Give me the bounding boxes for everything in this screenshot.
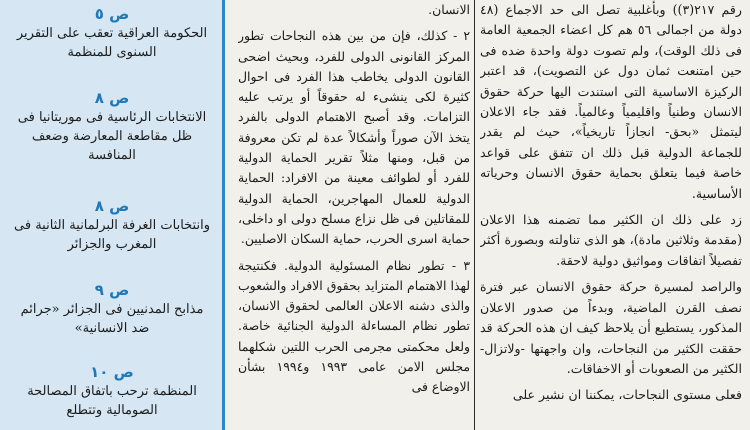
article-column-middle <box>238 0 470 430</box>
contents-sidebar <box>0 0 222 430</box>
toc-page-number: ص ٥ <box>94 5 130 23</box>
toc-page-number: ص ٨ <box>94 197 130 215</box>
toc-title: المنظمة ترحب باتفاق المصالحة الصومالية وتتطلع <box>27 384 197 418</box>
toc-title: الانتخابات الرئاسية فى موريتانيا فى ظل مقاطعة المعارضة وضعف المنافسة <box>17 110 207 163</box>
column-divider <box>474 0 475 430</box>
toc-item <box>12 196 212 254</box>
toc-page-number: ص ٩ <box>94 281 130 299</box>
paragraph: ٣ - تطور نظام المسئولية الدولية. فكنتيجة لهذا الاهتمام المتزايد بحقوق الافراد والشعوب والذى دشنه الاعلان العالمى لحقوق الانسان، تطور نظام المساءلة الدولية الجنائية خاصة. ولعل محكمتى مجرمى الحرب اللتين شكلهما مجلس الامن عامى ١٩٩٣ و١٩٩٤ بشأن الاوضاع فى <box>238 257 470 395</box>
paragraph: الانسان. <box>428 2 470 17</box>
toc-page-number: ص ٨ <box>94 89 130 107</box>
toc-item <box>12 280 212 338</box>
toc-item <box>12 362 212 420</box>
toc-title: الحكومة العراقية تعقب على التقرير السنوى للمنظمة <box>16 26 208 60</box>
toc-title: مذابح المدنيين فى الجزائر «جرائم ضد الانسانية» <box>20 302 204 336</box>
paragraph: فعلى مستوى النجاحات، يمكننا ان نشير على <box>512 387 742 403</box>
toc-item <box>12 4 212 62</box>
article-column-right <box>480 0 742 430</box>
toc-item <box>12 88 212 165</box>
paragraph: رقم ٢١٧(٣)) وبأغلبية تصل الى حد الاجماع (٤٨ دولة من اجمالى ٥٦ هم كل اعضاء الجمعية العامة فى ذلك الوقت)، ولم تصوت دولة واحدة ضده فى حين امتنعت ثمان دول عن التصويت)، قد اعتبر الركيزة الاساسية التى استندت اليها حركة حقوق الانسان وطنياً واقليمياً وعالمياً. فقد جاء الاعلان ليتمثل «بحق- انجازاً تاريخياً»، حيث لم يقدر للجماعة الدولية قبل ذلك ان تتفق على قواعد خاصة فيما يتعلق بحماية حقوق الانسان وحرياته الأساسية. <box>480 2 742 201</box>
sidebar-border <box>222 0 225 430</box>
paragraph: والراصد لمسيرة حركة حقوق الانسان عبر فترة نصف القرن الماضية، وبدءاً من صدور الاعلان المذكور، يستطيع أن يلاحظ كيف ان هذه الحركة قد حققت الكثير من النجاحات، وان واجهتها -ولاتزال- الكثير من الصعوبات أو الاخفاقات. <box>480 279 742 376</box>
toc-title: وانتخابات الغرفة البرلمانية الثانية فى المغرب والجزائر <box>14 218 210 252</box>
paragraph: زد على ذلك ان الكثير مما تضمنه هذا الاعلان (مقدمة وثلاثين مادة)، هو الذى تناولته وبصورة أكثر تفصيلاً اتفاقات ومواثيق دولية لاحقة. <box>480 212 742 268</box>
toc-page-number: ص ١٠ <box>90 363 134 381</box>
paragraph: ٢ - كذلك، فإن من بين هذه النجاحات تطور المركز القانونى الدولى للفرد، وبحيث اضحى القانون الدولى يخاطب هذا الفرد فى احوال كثيرة لكى ينشىء له حقوقاً أو يرتب عليه التزامات. وقد أصبح الاهتمام الدولى بالفرد يتخذ الآن صوراً وأشكالاً عدة لم تكن معروفة من قبل، ومنها مثلاً تقرير الحماية الدولية للفرد أو لطوائف معينة من الافراد: الحماية الدولية للعمال المهاجرين، الحماية الدولية للمقاتلين فى ظل نزاع مسلح دولى او داخلى، حماية اسرى الحرب، حماية السكان الاصليين. <box>238 28 470 247</box>
